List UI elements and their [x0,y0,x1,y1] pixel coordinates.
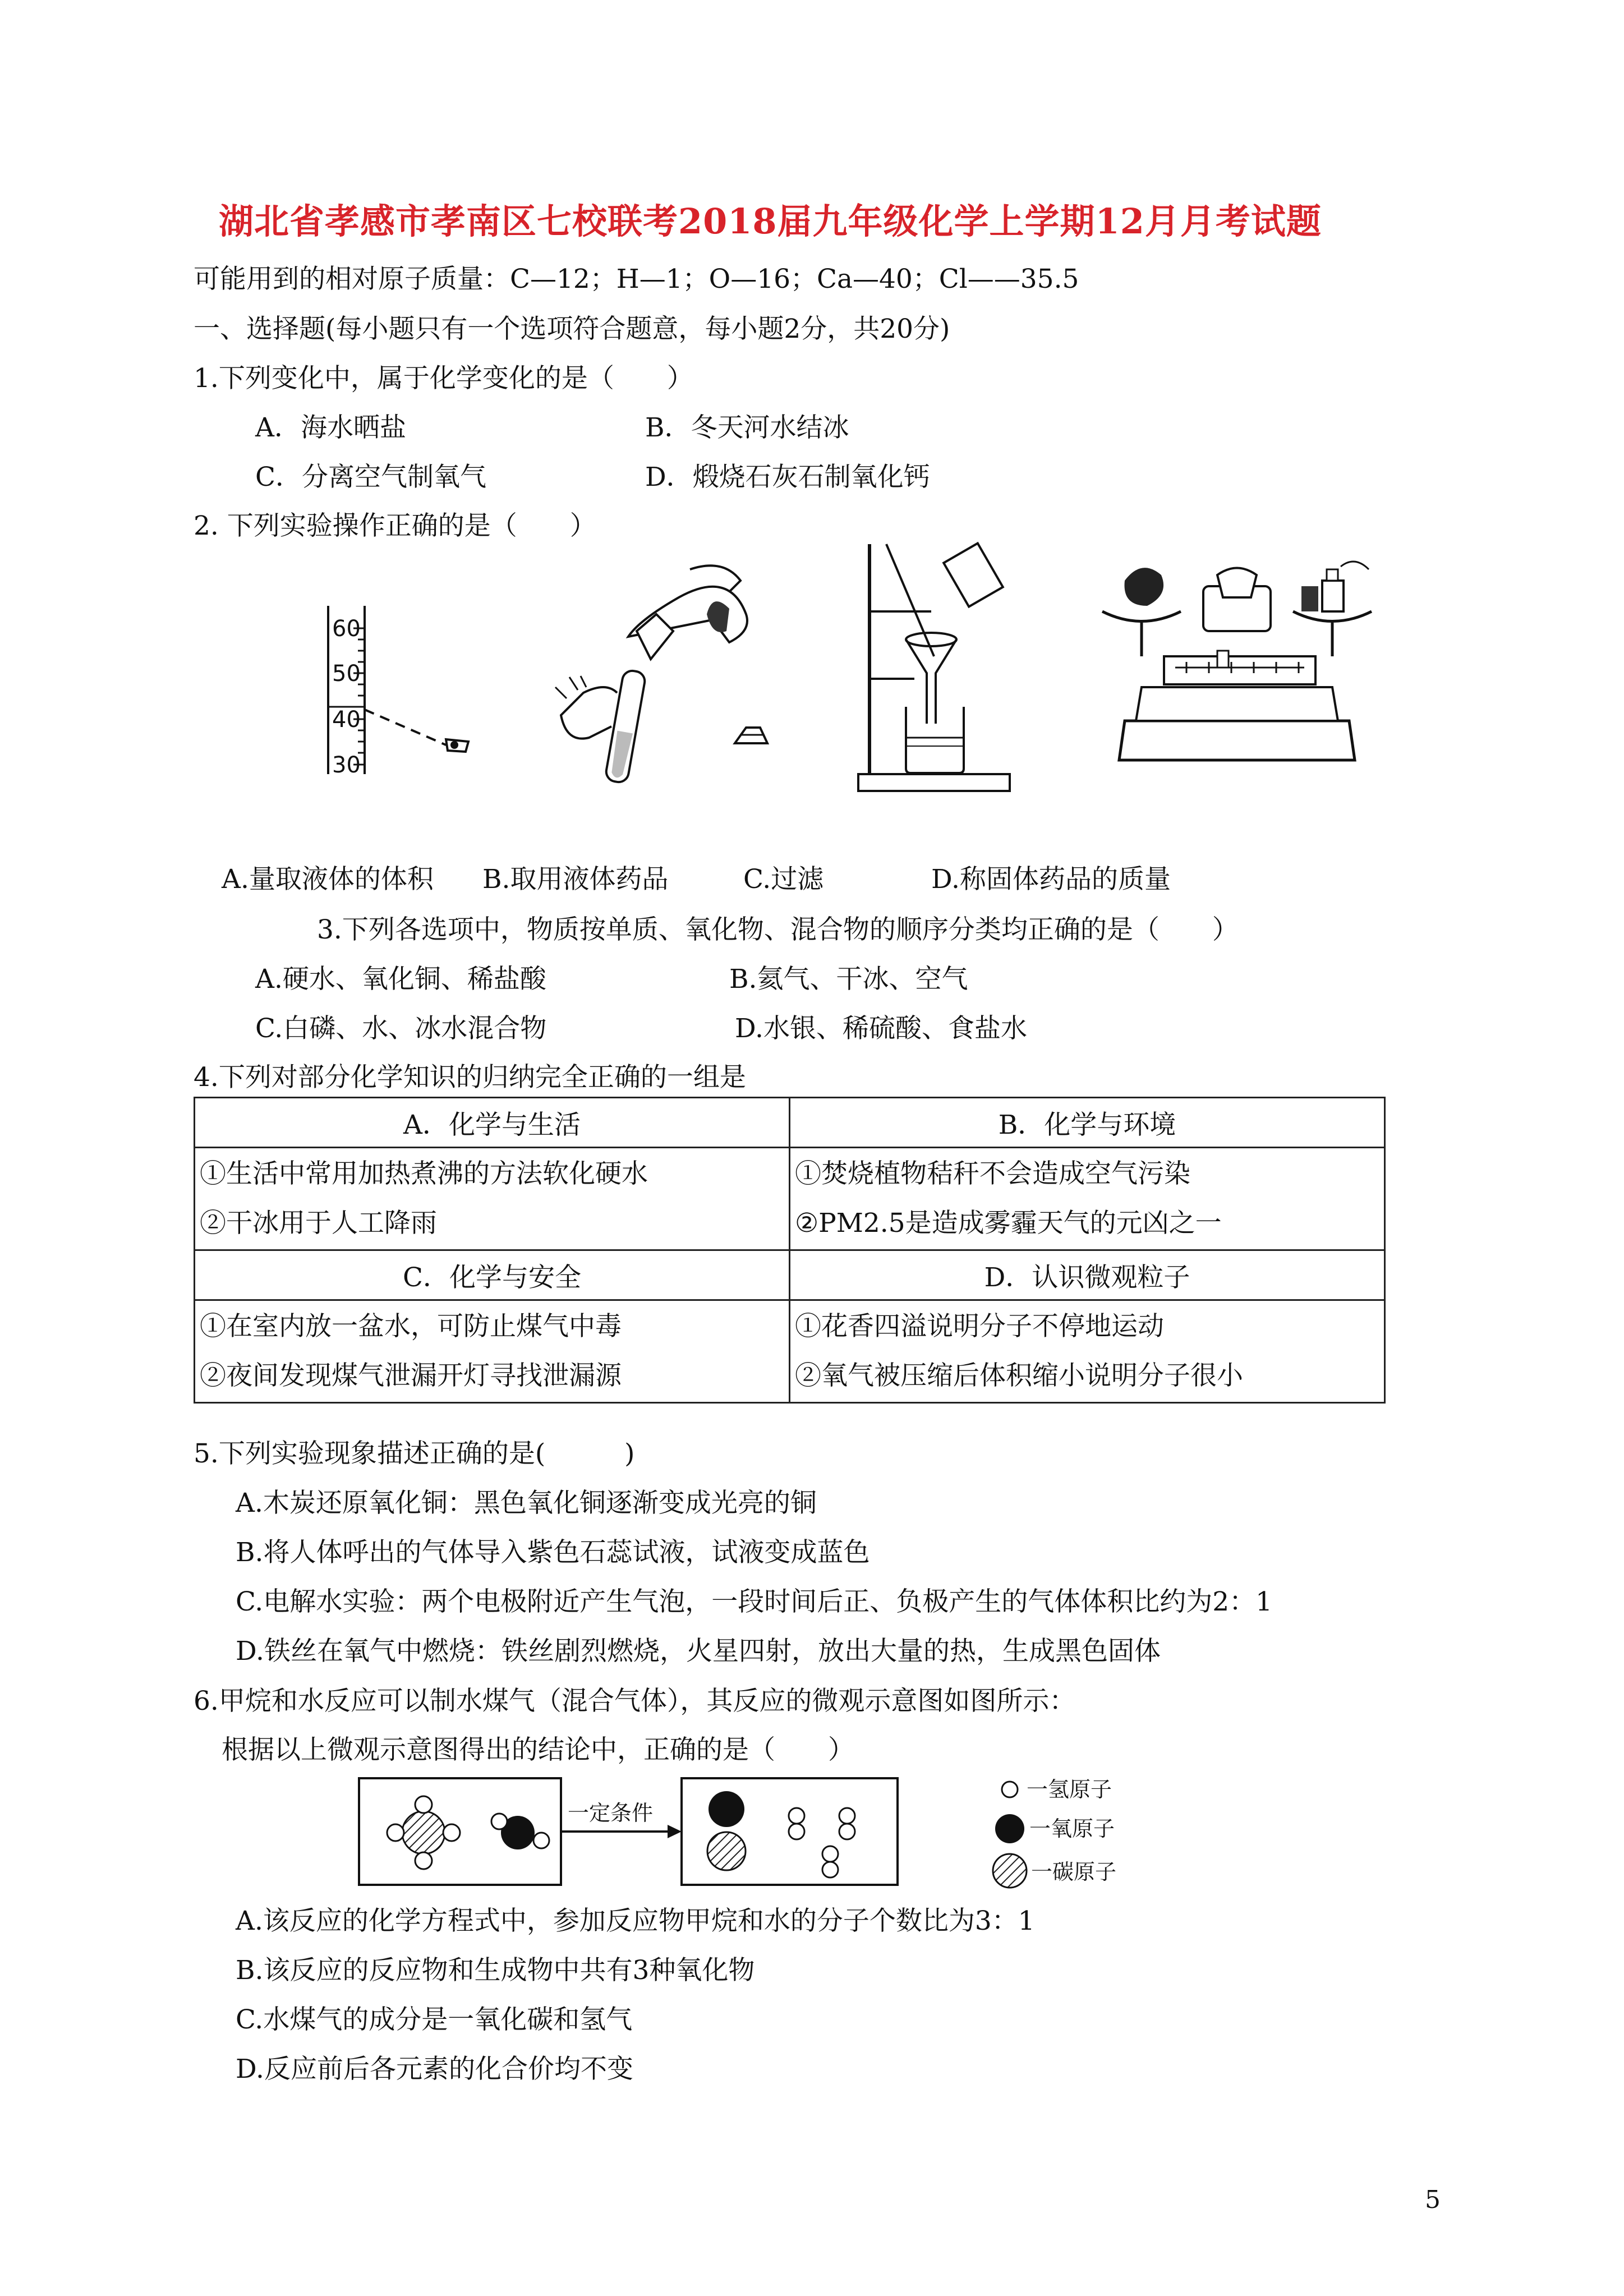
q1-option-d: D．煅烧石灰石制氧化钙 [645,462,930,493]
q6-option-a: A.该反应的化学方程式中，参加反应物甲烷和水的分子个数比为3：1 [236,1906,1035,1936]
q2-option-a: A.量取液体的体积 [222,864,434,895]
measuring-cylinder-figure [303,595,494,780]
table-cell-d-head: D．认识微观粒子 [790,1250,1385,1300]
q5-option-a: A.木炭还原氧化铜：黑色氧化铜逐渐变成光亮的铜 [236,1488,817,1519]
knowledge-table [194,1097,1386,1404]
q5-option-b: B.将人体呼出的气体导入紫色石蕊试液，试液变成蓝色 [236,1537,870,1568]
q2-option-b: B.取用液体药品 [482,864,669,895]
q3-option-d: D.水银、稀硫酸、食盐水 [735,1013,1027,1044]
atomic-masses: 可能用到的相对原子质量：C—12；H—1；O—16；Ca—40；Cl——35.5 [194,264,1079,295]
legend-hydrogen: 一氢原子 [1027,1777,1112,1802]
q3-option-c: C.白磷、水、冰水混合物 [255,1013,547,1044]
q1-option-b: B．冬天河水结冰 [645,412,849,443]
table-d-item-2: ②氧气被压缩后体积缩小说明分子很小 [795,1360,1243,1391]
q1-option-a: A．海水晒盐 [255,412,406,443]
q6-stem: 6.甲烷和水反应可以制水煤气（混合气体），其反应的微观示意图如图所示： [194,1686,1076,1717]
page-number: 5 [1425,2185,1441,2214]
q6-sub: 根据以上微观示意图得出的结论中，正确的是（ ） [222,1734,854,1765]
page-title: 湖北省孝感市孝南区七校联考2018届九年级化学上学期12月月考试题 [219,201,1322,242]
q6-option-d: D.反应前后各元素的化合价均不变 [236,2054,633,2085]
legend-carbon: 一碳原子 [1031,1860,1117,1884]
section-heading: 一、选择题(每小题只有一个选项符合题意，每小题2分，共20分) [194,314,950,344]
filtration-figure [853,539,1021,797]
scale-label-50: 50 [332,661,361,687]
scale-label-40: 40 [332,707,361,733]
arrow-label: 一定条件 [568,1801,654,1825]
q6-option-c: C.水煤气的成分是一氧化碳和氢气 [236,2004,633,2035]
table-b-item-2: ②PM2.5是造成雾霾天气的元凶之一 [795,1208,1222,1239]
scale-label-30: 30 [332,752,361,778]
q2-stem: 2. 下列实验操作正确的是（ ） [194,510,596,541]
table-cell-a-body [195,1148,790,1250]
table-cell-a-head: A．化学与生活 [195,1098,790,1148]
q1-stem: 1.下列变化中，属于化学变化的是（ ） [194,363,693,394]
balance-figure [1091,553,1383,771]
q2-option-d: D.称固体药品的质量 [931,864,1171,895]
legend-oxygen: 一氧原子 [1029,1816,1115,1841]
table-a-item-1: ①生活中常用加热煮沸的方法软化硬水 [200,1158,648,1189]
q5-option-c: C.电解水实验：两个电极附近产生气泡，一段时间后正、负极产生的气体体积比约为2：1 [236,1586,1273,1617]
table-a-item-2: ②干冰用于人工降雨 [200,1208,437,1239]
table-cell-c-head: C．化学与安全 [195,1250,790,1300]
q5-stem: 5.下列实验现象描述正确的是( ) [194,1438,635,1469]
table-cell-b-body [790,1148,1385,1250]
q3-option-a: A.硬水、氧化铜、稀盐酸 [255,964,546,995]
q5-option-d: D.铁丝在氧气中燃烧：铁丝剧烈燃烧，火星四射，放出大量的热，生成黑色固体 [236,1636,1161,1667]
q4-stem: 4.下列对部分化学知识的归纳完全正确的一组是 [194,1062,746,1093]
table-cell-d-body [790,1300,1385,1403]
table-c-item-1: ①在室内放一盆水，可防止煤气中毒 [200,1311,622,1342]
table-cell-b-head: B．化学与环境 [790,1098,1385,1148]
table-b-item-1: ①焚烧植物秸秆不会造成空气污染 [795,1158,1190,1189]
q3-option-b: B.氦气、干冰、空气 [729,964,968,995]
pouring-liquid-figure [544,547,780,788]
reaction-diagram [353,1770,1167,1899]
q3-stem: 3.下列各选项中，物质按单质、氧化物、混合物的顺序分类均正确的是（ ） [317,914,1239,945]
q2-option-c: C.过滤 [743,864,824,895]
q6-option-b: B.该反应的反应物和生成物中共有3种氧化物 [236,1955,755,1986]
table-cell-c-body [195,1300,790,1403]
table-c-item-2: ②夜间发现煤气泄漏开灯寻找泄漏源 [200,1360,622,1391]
table-d-item-1: ①花香四溢说明分子不停地运动 [795,1311,1164,1342]
q1-option-c: C．分离空气制氧气 [255,462,486,493]
scale-label-60: 60 [332,616,361,642]
